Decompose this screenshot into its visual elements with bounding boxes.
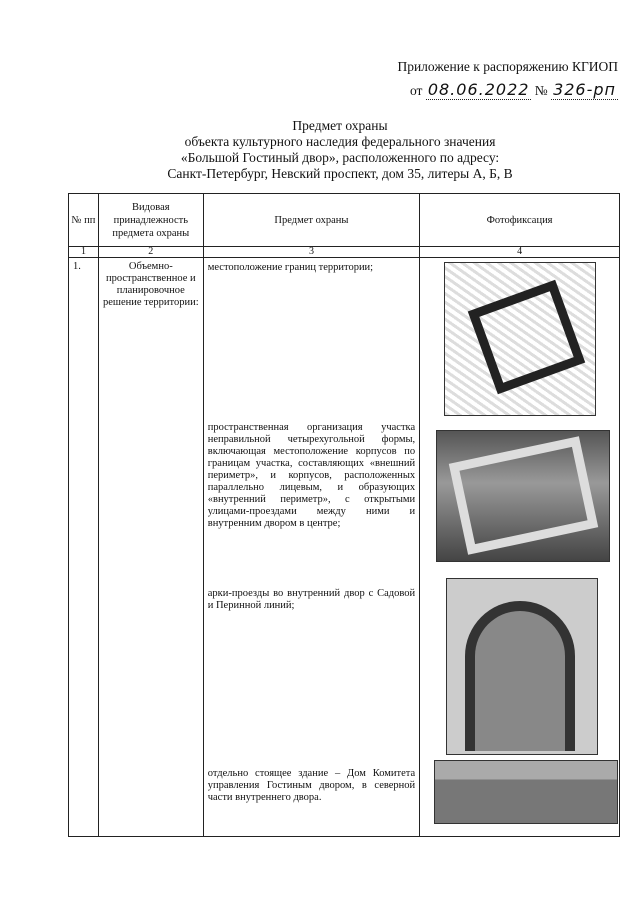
row-category: Объемно-пространственное и планировочное решение территории: (98, 258, 203, 837)
subject-item: местоположение границ территории; (207, 262, 374, 273)
col-header-category: Видовая принадлежность предмета охраны (98, 194, 203, 247)
arch-passage-photo (446, 578, 598, 755)
col-number: 2 (98, 247, 203, 258)
column-number-row (69, 247, 620, 258)
order-number: 326-рп (553, 80, 616, 99)
title-line-4: Санкт-Петербург, Невский проспект, дом 35, литеры А, Б, В (167, 166, 513, 181)
title-line-1: Предмет охраны (292, 118, 388, 133)
number-label: № (534, 83, 548, 98)
building-outline-icon (449, 436, 598, 555)
row-subjects (203, 258, 419, 837)
col-number: 3 (203, 247, 419, 258)
aerial-building-photo (436, 430, 610, 562)
row-number: 1. (69, 258, 99, 837)
header-row (69, 194, 620, 247)
order-date-number (368, 81, 618, 99)
document-title (60, 118, 620, 182)
subject-item: пространственная организация участка неправильной четырехугольной формы, включающая местоположение корпусов по границам участка, составляющих «внешний периметр», и корпусов, расположенных параллельно лицевым, и образующих «внутренний периметр», с открытыми улицами-проездами между ними и внутренним двором в центре; (207, 422, 416, 529)
appendix-line: Приложение к распоряжению КГИОП (397, 59, 618, 74)
row-photos (420, 258, 620, 837)
col-header-photo: Фотофиксация (420, 194, 620, 247)
arch-icon (465, 601, 575, 751)
table-row (69, 258, 620, 837)
col-number: 1 (69, 247, 99, 258)
order-date: 08.06.2022 (427, 80, 530, 99)
committee-house-photo (434, 760, 618, 824)
protection-table (68, 193, 620, 837)
aerial-map-photo (444, 262, 596, 416)
subject-item: отдельно стоящее здание – Дом Комитета управления Гостиным двором, в северной части внутреннего двора. (207, 768, 416, 803)
col-number: 4 (420, 247, 620, 258)
building-outline-icon (468, 280, 585, 395)
subject-item: арки-проезды во внутренний двор с Садовой и Перинной линий; (207, 588, 416, 611)
title-line-2: объекта культурного наследия федерального значения (184, 134, 496, 149)
col-header-subject: Предмет охраны (203, 194, 419, 247)
col-header-num: № пп (69, 194, 99, 247)
order-header (368, 58, 618, 99)
from-label: от (409, 83, 423, 98)
title-line-3: «Большой Гостиный двор», расположенного по адресу: (180, 150, 500, 165)
